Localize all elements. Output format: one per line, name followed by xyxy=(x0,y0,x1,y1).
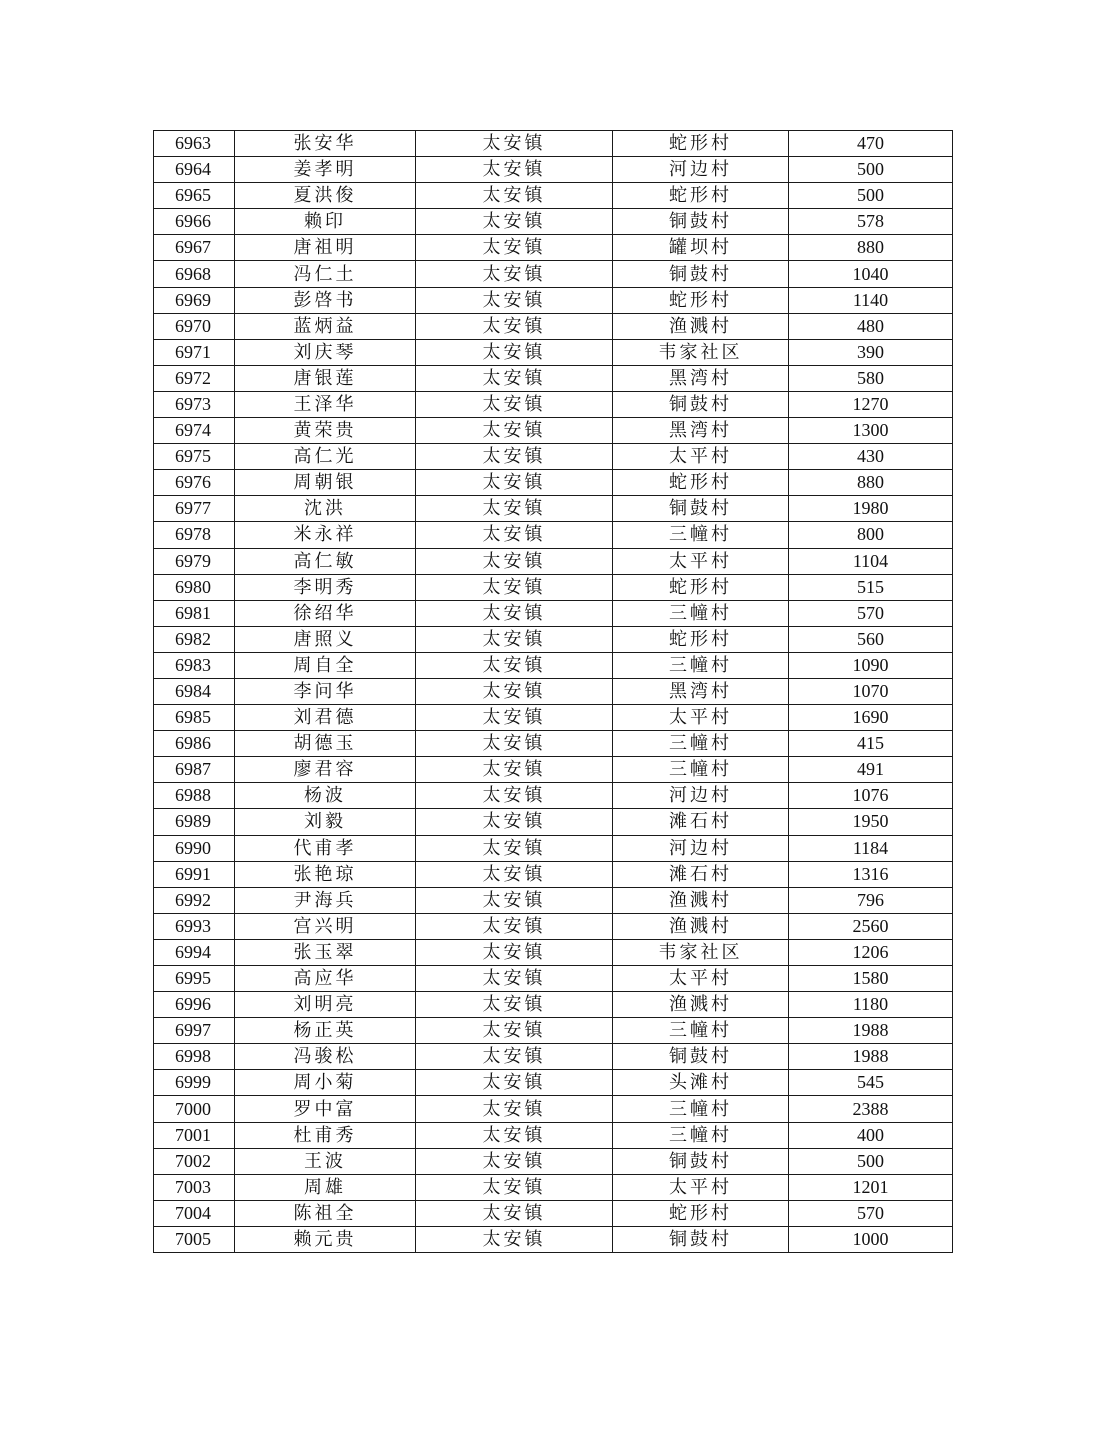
town-cell: 太安镇 xyxy=(416,809,613,835)
amount-cell: 1184 xyxy=(789,835,953,861)
town-cell: 太安镇 xyxy=(416,600,613,626)
town-cell: 太安镇 xyxy=(416,731,613,757)
name-cell: 黄荣贵 xyxy=(235,418,416,444)
name-cell: 刘明亮 xyxy=(235,992,416,1018)
table-row xyxy=(154,1200,953,1226)
amount-cell: 570 xyxy=(789,1200,953,1226)
village-cell: 河边村 xyxy=(613,835,789,861)
table-row xyxy=(154,652,953,678)
amount-cell: 1040 xyxy=(789,261,953,287)
town-cell: 太安镇 xyxy=(416,966,613,992)
amount-cell: 580 xyxy=(789,365,953,391)
town-cell: 太安镇 xyxy=(416,391,613,417)
row-number-cell: 7004 xyxy=(154,1200,235,1226)
village-cell: 三幢村 xyxy=(613,600,789,626)
table-row xyxy=(154,809,953,835)
name-cell: 刘毅 xyxy=(235,809,416,835)
table-row xyxy=(154,418,953,444)
amount-cell: 390 xyxy=(789,339,953,365)
table-row xyxy=(154,1122,953,1148)
village-cell: 三幢村 xyxy=(613,757,789,783)
village-cell: 河边村 xyxy=(613,783,789,809)
table-row xyxy=(154,522,953,548)
name-cell: 王泽华 xyxy=(235,391,416,417)
row-number-cell: 6974 xyxy=(154,418,235,444)
table-row xyxy=(154,626,953,652)
town-cell: 太安镇 xyxy=(416,1200,613,1226)
amount-cell: 796 xyxy=(789,887,953,913)
name-cell: 冯仁土 xyxy=(235,261,416,287)
village-cell: 三幢村 xyxy=(613,1122,789,1148)
row-number-cell: 6999 xyxy=(154,1070,235,1096)
row-number-cell: 6975 xyxy=(154,444,235,470)
village-cell: 蛇形村 xyxy=(613,131,789,157)
amount-cell: 1070 xyxy=(789,678,953,704)
village-cell: 蛇形村 xyxy=(613,626,789,652)
table-row xyxy=(154,966,953,992)
table-row xyxy=(154,183,953,209)
village-cell: 三幢村 xyxy=(613,1096,789,1122)
name-cell: 沈洪 xyxy=(235,496,416,522)
town-cell: 太安镇 xyxy=(416,131,613,157)
town-cell: 太安镇 xyxy=(416,522,613,548)
name-cell: 胡德玉 xyxy=(235,731,416,757)
row-number-cell: 6970 xyxy=(154,313,235,339)
town-cell: 太安镇 xyxy=(416,939,613,965)
row-number-cell: 6981 xyxy=(154,600,235,626)
row-number-cell: 6992 xyxy=(154,887,235,913)
table-row xyxy=(154,835,953,861)
town-cell: 太安镇 xyxy=(416,574,613,600)
amount-cell: 1180 xyxy=(789,992,953,1018)
amount-cell: 1206 xyxy=(789,939,953,965)
village-cell: 黑湾村 xyxy=(613,418,789,444)
table-row xyxy=(154,861,953,887)
row-number-cell: 6995 xyxy=(154,966,235,992)
town-cell: 太安镇 xyxy=(416,157,613,183)
name-cell: 高仁敏 xyxy=(235,548,416,574)
name-cell: 张艳琼 xyxy=(235,861,416,887)
village-cell: 铜鼓村 xyxy=(613,1044,789,1070)
row-number-cell: 6988 xyxy=(154,783,235,809)
amount-cell: 500 xyxy=(789,183,953,209)
name-cell: 王波 xyxy=(235,1148,416,1174)
name-cell: 杨波 xyxy=(235,783,416,809)
town-cell: 太安镇 xyxy=(416,470,613,496)
amount-cell: 1316 xyxy=(789,861,953,887)
name-cell: 张安华 xyxy=(235,131,416,157)
amount-cell: 415 xyxy=(789,731,953,757)
amount-cell: 1140 xyxy=(789,287,953,313)
amount-cell: 1950 xyxy=(789,809,953,835)
town-cell: 太安镇 xyxy=(416,548,613,574)
village-cell: 铜鼓村 xyxy=(613,391,789,417)
town-cell: 太安镇 xyxy=(416,235,613,261)
row-number-cell: 6991 xyxy=(154,861,235,887)
village-cell: 渔溅村 xyxy=(613,887,789,913)
town-cell: 太安镇 xyxy=(416,835,613,861)
row-number-cell: 6978 xyxy=(154,522,235,548)
name-cell: 徐绍华 xyxy=(235,600,416,626)
name-cell: 米永祥 xyxy=(235,522,416,548)
amount-cell: 480 xyxy=(789,313,953,339)
row-number-cell: 6986 xyxy=(154,731,235,757)
town-cell: 太安镇 xyxy=(416,783,613,809)
table-row xyxy=(154,496,953,522)
amount-cell: 400 xyxy=(789,1122,953,1148)
name-cell: 高仁光 xyxy=(235,444,416,470)
town-cell: 太安镇 xyxy=(416,626,613,652)
row-number-cell: 6990 xyxy=(154,835,235,861)
name-cell: 代甫孝 xyxy=(235,835,416,861)
name-cell: 李明秀 xyxy=(235,574,416,600)
town-cell: 太安镇 xyxy=(416,678,613,704)
row-number-cell: 6973 xyxy=(154,391,235,417)
village-cell: 河边村 xyxy=(613,157,789,183)
name-cell: 陈祖全 xyxy=(235,1200,416,1226)
town-cell: 太安镇 xyxy=(416,444,613,470)
village-cell: 渔溅村 xyxy=(613,992,789,1018)
amount-cell: 880 xyxy=(789,470,953,496)
town-cell: 太安镇 xyxy=(416,705,613,731)
row-number-cell: 6980 xyxy=(154,574,235,600)
name-cell: 赖印 xyxy=(235,209,416,235)
row-number-cell: 6964 xyxy=(154,157,235,183)
village-cell: 渔溅村 xyxy=(613,313,789,339)
town-cell: 太安镇 xyxy=(416,209,613,235)
village-cell: 滩石村 xyxy=(613,809,789,835)
town-cell: 太安镇 xyxy=(416,992,613,1018)
roster-table-body xyxy=(154,131,953,1253)
name-cell: 周小菊 xyxy=(235,1070,416,1096)
town-cell: 太安镇 xyxy=(416,1096,613,1122)
table-row xyxy=(154,444,953,470)
row-number-cell: 6996 xyxy=(154,992,235,1018)
town-cell: 太安镇 xyxy=(416,861,613,887)
row-number-cell: 6969 xyxy=(154,287,235,313)
row-number-cell: 6965 xyxy=(154,183,235,209)
table-row xyxy=(154,209,953,235)
village-cell: 三幢村 xyxy=(613,1018,789,1044)
town-cell: 太安镇 xyxy=(416,261,613,287)
table-row xyxy=(154,1096,953,1122)
village-cell: 黑湾村 xyxy=(613,678,789,704)
amount-cell: 1201 xyxy=(789,1174,953,1200)
row-number-cell: 6997 xyxy=(154,1018,235,1044)
amount-cell: 578 xyxy=(789,209,953,235)
village-cell: 三幢村 xyxy=(613,731,789,757)
town-cell: 太安镇 xyxy=(416,1148,613,1174)
amount-cell: 430 xyxy=(789,444,953,470)
village-cell: 太平村 xyxy=(613,548,789,574)
amount-cell: 1580 xyxy=(789,966,953,992)
table-row xyxy=(154,1070,953,1096)
row-number-cell: 7000 xyxy=(154,1096,235,1122)
town-cell: 太安镇 xyxy=(416,652,613,678)
row-number-cell: 7002 xyxy=(154,1148,235,1174)
table-row xyxy=(154,261,953,287)
name-cell: 周朝银 xyxy=(235,470,416,496)
name-cell: 唐照义 xyxy=(235,626,416,652)
row-number-cell: 6977 xyxy=(154,496,235,522)
amount-cell: 1988 xyxy=(789,1018,953,1044)
town-cell: 太安镇 xyxy=(416,1070,613,1096)
name-cell: 刘君德 xyxy=(235,705,416,731)
table-row xyxy=(154,705,953,731)
village-cell: 三幢村 xyxy=(613,652,789,678)
village-cell: 韦家社区 xyxy=(613,339,789,365)
town-cell: 太安镇 xyxy=(416,339,613,365)
amount-cell: 500 xyxy=(789,157,953,183)
row-number-cell: 6963 xyxy=(154,131,235,157)
row-number-cell: 6971 xyxy=(154,339,235,365)
town-cell: 太安镇 xyxy=(416,365,613,391)
table-row xyxy=(154,783,953,809)
amount-cell: 1270 xyxy=(789,391,953,417)
table-row xyxy=(154,887,953,913)
amount-cell: 560 xyxy=(789,626,953,652)
amount-cell: 800 xyxy=(789,522,953,548)
village-cell: 蛇形村 xyxy=(613,470,789,496)
row-number-cell: 7003 xyxy=(154,1174,235,1200)
village-cell: 滩石村 xyxy=(613,861,789,887)
village-cell: 太平村 xyxy=(613,444,789,470)
village-cell: 黑湾村 xyxy=(613,365,789,391)
row-number-cell: 6968 xyxy=(154,261,235,287)
name-cell: 尹海兵 xyxy=(235,887,416,913)
name-cell: 杨正英 xyxy=(235,1018,416,1044)
row-number-cell: 6976 xyxy=(154,470,235,496)
table-row xyxy=(154,157,953,183)
village-cell: 太平村 xyxy=(613,705,789,731)
table-row xyxy=(154,1148,953,1174)
row-number-cell: 6966 xyxy=(154,209,235,235)
table-row xyxy=(154,600,953,626)
amount-cell: 2560 xyxy=(789,913,953,939)
name-cell: 廖君容 xyxy=(235,757,416,783)
town-cell: 太安镇 xyxy=(416,496,613,522)
village-cell: 铜鼓村 xyxy=(613,209,789,235)
amount-cell: 1104 xyxy=(789,548,953,574)
row-number-cell: 7001 xyxy=(154,1122,235,1148)
amount-cell: 1690 xyxy=(789,705,953,731)
row-number-cell: 6982 xyxy=(154,626,235,652)
village-cell: 韦家社区 xyxy=(613,939,789,965)
village-cell: 渔溅村 xyxy=(613,913,789,939)
table-row xyxy=(154,913,953,939)
amount-cell: 1090 xyxy=(789,652,953,678)
name-cell: 赖元贵 xyxy=(235,1226,416,1252)
village-cell: 蛇形村 xyxy=(613,574,789,600)
roster-table xyxy=(153,130,953,1253)
row-number-cell: 6993 xyxy=(154,913,235,939)
amount-cell: 1300 xyxy=(789,418,953,444)
town-cell: 太安镇 xyxy=(416,183,613,209)
town-cell: 太安镇 xyxy=(416,1122,613,1148)
amount-cell: 500 xyxy=(789,1148,953,1174)
name-cell: 高应华 xyxy=(235,966,416,992)
town-cell: 太安镇 xyxy=(416,1226,613,1252)
table-row xyxy=(154,391,953,417)
name-cell: 冯骏松 xyxy=(235,1044,416,1070)
table-row xyxy=(154,1226,953,1252)
table-row xyxy=(154,131,953,157)
village-cell: 铜鼓村 xyxy=(613,1226,789,1252)
village-cell: 罐坝村 xyxy=(613,235,789,261)
town-cell: 太安镇 xyxy=(416,418,613,444)
table-row xyxy=(154,992,953,1018)
row-number-cell: 6985 xyxy=(154,705,235,731)
table-row xyxy=(154,287,953,313)
village-cell: 蛇形村 xyxy=(613,183,789,209)
name-cell: 夏洪俊 xyxy=(235,183,416,209)
village-cell: 蛇形村 xyxy=(613,1200,789,1226)
name-cell: 彭啓书 xyxy=(235,287,416,313)
name-cell: 张玉翠 xyxy=(235,939,416,965)
village-cell: 头滩村 xyxy=(613,1070,789,1096)
table-row xyxy=(154,731,953,757)
town-cell: 太安镇 xyxy=(416,887,613,913)
table-row xyxy=(154,339,953,365)
amount-cell: 1988 xyxy=(789,1044,953,1070)
table-row xyxy=(154,939,953,965)
table-row xyxy=(154,1174,953,1200)
amount-cell: 570 xyxy=(789,600,953,626)
amount-cell: 2388 xyxy=(789,1096,953,1122)
row-number-cell: 7005 xyxy=(154,1226,235,1252)
name-cell: 周自全 xyxy=(235,652,416,678)
town-cell: 太安镇 xyxy=(416,757,613,783)
name-cell: 李问华 xyxy=(235,678,416,704)
town-cell: 太安镇 xyxy=(416,1044,613,1070)
row-number-cell: 6984 xyxy=(154,678,235,704)
amount-cell: 491 xyxy=(789,757,953,783)
table-row xyxy=(154,1044,953,1070)
row-number-cell: 6994 xyxy=(154,939,235,965)
table-row xyxy=(154,235,953,261)
name-cell: 宫兴明 xyxy=(235,913,416,939)
amount-cell: 1000 xyxy=(789,1226,953,1252)
name-cell: 唐银莲 xyxy=(235,365,416,391)
table-row xyxy=(154,574,953,600)
row-number-cell: 6967 xyxy=(154,235,235,261)
row-number-cell: 6983 xyxy=(154,652,235,678)
village-cell: 蛇形村 xyxy=(613,287,789,313)
village-cell: 太平村 xyxy=(613,966,789,992)
amount-cell: 545 xyxy=(789,1070,953,1096)
table-row xyxy=(154,548,953,574)
table-row xyxy=(154,678,953,704)
row-number-cell: 6972 xyxy=(154,365,235,391)
village-cell: 三幢村 xyxy=(613,522,789,548)
row-number-cell: 6998 xyxy=(154,1044,235,1070)
town-cell: 太安镇 xyxy=(416,287,613,313)
name-cell: 杜甫秀 xyxy=(235,1122,416,1148)
table-row xyxy=(154,313,953,339)
row-number-cell: 6987 xyxy=(154,757,235,783)
town-cell: 太安镇 xyxy=(416,1174,613,1200)
town-cell: 太安镇 xyxy=(416,1018,613,1044)
name-cell: 刘庆琴 xyxy=(235,339,416,365)
name-cell: 周雄 xyxy=(235,1174,416,1200)
village-cell: 太平村 xyxy=(613,1174,789,1200)
table-row xyxy=(154,365,953,391)
amount-cell: 1076 xyxy=(789,783,953,809)
village-cell: 铜鼓村 xyxy=(613,1148,789,1174)
village-cell: 铜鼓村 xyxy=(613,261,789,287)
name-cell: 罗中富 xyxy=(235,1096,416,1122)
table-row xyxy=(154,1018,953,1044)
town-cell: 太安镇 xyxy=(416,313,613,339)
amount-cell: 515 xyxy=(789,574,953,600)
amount-cell: 880 xyxy=(789,235,953,261)
village-cell: 铜鼓村 xyxy=(613,496,789,522)
amount-cell: 1980 xyxy=(789,496,953,522)
name-cell: 蓝炳益 xyxy=(235,313,416,339)
row-number-cell: 6979 xyxy=(154,548,235,574)
name-cell: 唐祖明 xyxy=(235,235,416,261)
table-row xyxy=(154,470,953,496)
name-cell: 姜孝明 xyxy=(235,157,416,183)
amount-cell: 470 xyxy=(789,131,953,157)
table-row xyxy=(154,757,953,783)
row-number-cell: 6989 xyxy=(154,809,235,835)
town-cell: 太安镇 xyxy=(416,913,613,939)
